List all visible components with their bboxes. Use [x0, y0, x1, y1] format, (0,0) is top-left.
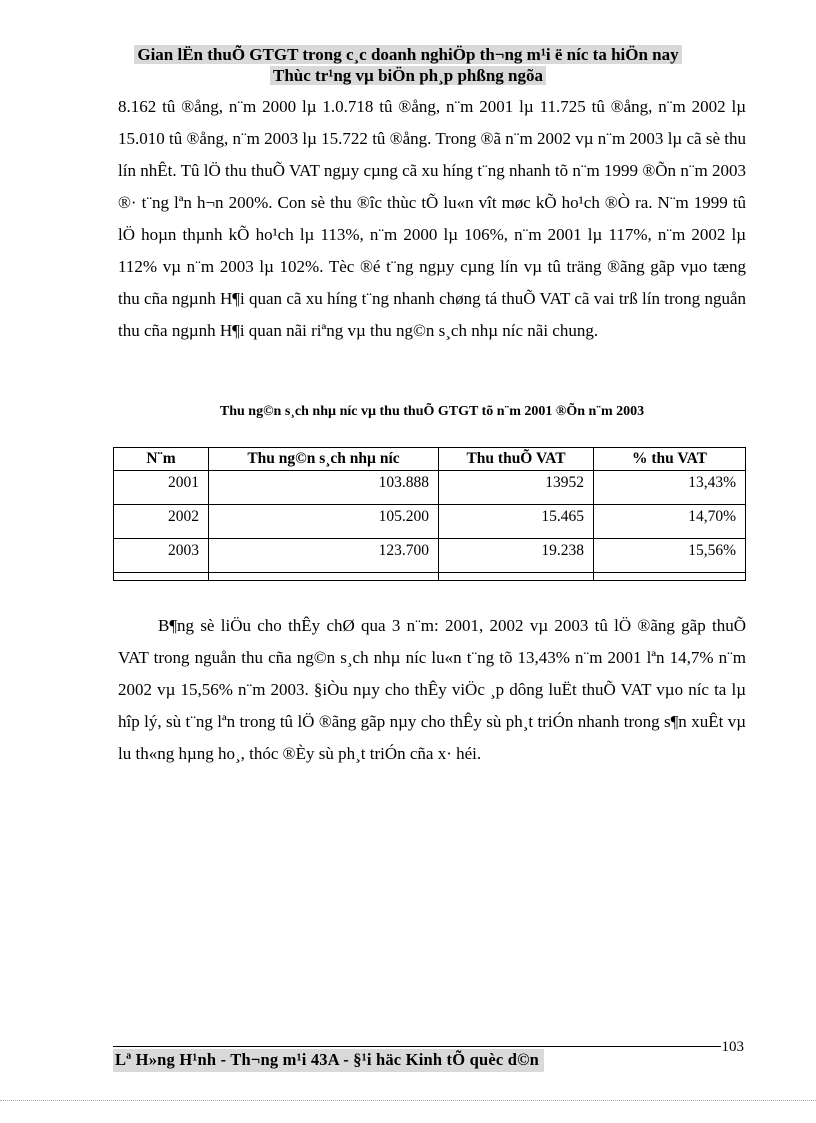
table-row: [114, 471, 746, 505]
page-footer: [113, 1039, 745, 1072]
table-caption: Thu ng©n s¸ch nhµ níc vµ thu thuÕ GTGT tõ n¨m 2001 ®Õn n¨m 2003: [219, 404, 645, 419]
cell-state-budget: 103.888: [209, 471, 439, 505]
table-empty-row: [114, 573, 746, 581]
empty-cell: [439, 573, 594, 581]
body-paragraph-1: 8.162 tû ®ång, n¨m 2000 lµ 1.0.718 tû ®ång, n¨m 2001 lµ 11.725 tû ®ång, n¨m 2002 lµ 15.010 tû ®ång, n¨m 2003 lµ 15.722 tû ®ång. Trong ®ã n¨m 2002 vµ n¨m 2003 lµ cã sè thu lín nhÊt. Tû lÖ thu thuÕ VAT ngµy cµng cã xu híng t¨ng nhanh tõ n¨m 1999 ®Õn n¨m 2003 ®· t¨ng lªn h¬n 200%. Con sè thu ®îc thùc tÕ lu«n vît møc kÕ ho¹ch ®Ò ra. N¨m 1999 tû lÖ hoµn thµnh kÕ ho¹ch lµ 113%, n¨m 2000 lµ 106%, n¨m 2001 lµ 117%, n¨m 2002 lµ 112% vµ n¨m 2003 lµ 102%. Tèc ®é t¨ng ngµy cµng lín vµ tû träng ®ãng gãp vµo tæng thu cña ngµnh H¶i quan cã xu híng t¨ng nhanh chøng tá thuÕ VAT cã vai trß lín trong nguån thu cña ngµnh H¶i quan nãi riªng vµ thu ng©n s¸ch nhµ níc nãi chung.: [118, 97, 746, 340]
column-header-year: N¨m: [114, 448, 209, 471]
cell-vat-percent: 14,70%: [594, 505, 746, 539]
empty-cell: [114, 573, 209, 581]
table-row: [114, 505, 746, 539]
cell-state-budget: 123.700: [209, 539, 439, 573]
empty-cell: [209, 573, 439, 581]
cell-vat-percent: 15,56%: [594, 539, 746, 573]
header-title-text: Gian lËn thuÕ GTGT trong c¸c doanh nghiÖp th¬ng m¹i ë níc ta hiÖn nay: [134, 45, 681, 64]
page-number: 103: [721, 1039, 744, 1055]
page-header: [94, 44, 722, 86]
cell-state-budget: 105.200: [209, 505, 439, 539]
table-header-row: [114, 448, 746, 471]
page-break-dotted-line: [0, 1100, 816, 1101]
cell-year: 2003: [114, 539, 209, 573]
body-paragraph-2: B¶ng sè liÖu cho thÊy chØ qua 3 n¨m: 2001, 2002 vµ 2003 tû lÖ ®ãng gãp thuÕ VAT trong nguån thu cña ng©n s¸ch nhµ níc lu«n t¨ng tõ 13,43% n¨m 2001 lªn 14,7% n¨m 2002 vµ 15,56% n¨m 2003. §iÒu nµy cho thÊy viÖc ¸p dông luËt thuÕ VAT vµo níc ta lµ hîp lý, sù t¨ng lªn trong tû lÖ ®ãng gãp nµy cho thÊy sù ph¸t triÓn nhanh trong s¶n xuÊt vµ lu th«ng hµng ho¸, thóc ®Èy sù ph¸t triÓn cña x· héi.: [118, 616, 746, 763]
cell-year: 2001: [114, 471, 209, 505]
revenue-table: [113, 447, 746, 581]
cell-vat-revenue: 13952: [439, 471, 594, 505]
empty-cell: [594, 573, 746, 581]
column-header-vat-revenue: Thu thuÕ VAT: [439, 448, 594, 471]
column-header-state-budget: Thu ng©n s¸ch nhµ níc: [209, 448, 439, 471]
cell-vat-revenue: 15.465: [439, 505, 594, 539]
cell-vat-percent: 13,43%: [594, 471, 746, 505]
cell-vat-revenue: 19.238: [439, 539, 594, 573]
header-line-1: [94, 44, 722, 65]
footer-author-text: Lª H»ng H¹nh - Th¬ng m¹i 43A - §¹i häc Kinh tÕ quèc d©n: [113, 1049, 544, 1072]
footer-rule: [113, 1046, 721, 1047]
header-subtitle-text: Thùc tr¹ng vµ biÖn ph¸p phßng ngõa: [270, 66, 546, 85]
header-line-2: [94, 65, 722, 86]
cell-year: 2002: [114, 505, 209, 539]
table-row: [114, 539, 746, 573]
column-header-vat-percent: % thu VAT: [594, 448, 746, 471]
